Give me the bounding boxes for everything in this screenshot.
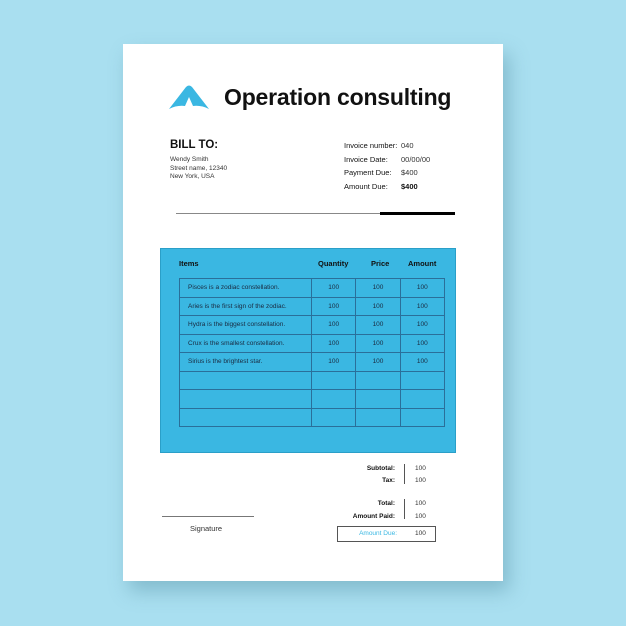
item-quantity: 100 — [312, 334, 356, 353]
company-name: Operation consulting — [224, 84, 452, 110]
amount-due-box — [337, 526, 436, 542]
item-description: Hydra is the biggest constellation. — [180, 316, 312, 335]
chevron-up-logo-icon — [169, 85, 209, 111]
item-amount: 100 — [400, 316, 444, 335]
header-items: Items — [179, 259, 199, 268]
item-description: Aries is the first sign of the zodiac. — [180, 297, 312, 316]
table-row — [180, 371, 445, 390]
items-table — [160, 248, 456, 453]
item-amount: 100 — [400, 297, 444, 316]
invoice-meta-row — [344, 168, 430, 182]
item-quantity: 100 — [312, 353, 356, 372]
table-row — [180, 334, 445, 353]
item-quantity — [312, 371, 356, 390]
bill-to-address — [170, 156, 227, 182]
total-value: 100 — [415, 500, 426, 507]
invoice-meta-row — [344, 182, 430, 196]
table-row — [180, 353, 445, 372]
invoice-meta-label: Invoice Date: — [344, 154, 388, 164]
item-amount — [400, 390, 444, 409]
table-row — [180, 390, 445, 409]
signature-line — [162, 516, 254, 517]
amount-paid-value: 100 — [415, 513, 426, 520]
client-street: Street name, 12340 — [170, 164, 228, 172]
item-description — [180, 390, 312, 409]
subtotal-value: 100 — [415, 465, 426, 472]
totals-divider — [404, 499, 405, 519]
item-quantity: 100 — [312, 279, 356, 298]
divider-accent — [380, 212, 455, 215]
invoice-meta-row — [344, 155, 430, 169]
table-row — [180, 279, 445, 298]
item-description: Sirius is the brightest star. — [180, 353, 312, 372]
table-row — [180, 316, 445, 335]
item-description: Crux is the smallest constellation. — [180, 334, 312, 353]
item-description — [180, 408, 312, 427]
item-price — [356, 390, 400, 409]
item-description — [180, 371, 312, 390]
item-price: 100 — [356, 334, 400, 353]
item-price: 100 — [356, 279, 400, 298]
invoice-meta-label: Payment Due: — [344, 168, 392, 177]
invoice-meta-value: $400 — [401, 181, 418, 191]
amount-paid-label: Amount Paid: — [352, 513, 395, 520]
item-amount: 100 — [400, 279, 444, 298]
item-price: 100 — [356, 297, 400, 316]
item-quantity: 100 — [312, 316, 356, 335]
invoice-meta-value: $400 — [401, 168, 418, 177]
signature-label: Signature — [190, 524, 223, 533]
item-amount — [400, 408, 444, 427]
invoice-page — [123, 44, 503, 581]
invoice-meta — [344, 141, 430, 195]
header-amount: Amount — [408, 259, 437, 268]
tax-label: Tax: — [382, 477, 395, 484]
invoice-meta-value: 040 — [401, 141, 414, 150]
invoice-meta-row — [344, 141, 430, 155]
table-row — [180, 408, 445, 427]
header-quantity: Quantity — [318, 259, 349, 268]
client-name: Wendy Smith — [170, 156, 209, 163]
item-quantity: 100 — [312, 297, 356, 316]
invoice-meta-label: Invoice number: — [344, 141, 398, 150]
item-amount — [400, 371, 444, 390]
header-price: Price — [371, 259, 390, 268]
item-quantity — [312, 390, 356, 409]
item-quantity — [312, 408, 356, 427]
divider-line — [176, 213, 381, 214]
items-grid — [179, 278, 445, 427]
item-amount: 100 — [400, 353, 444, 372]
item-price — [356, 408, 400, 427]
item-amount: 100 — [400, 334, 444, 353]
amount-due-label: Amount Due: — [359, 530, 397, 537]
item-description: Pisces is a zodiac constellation. — [180, 279, 312, 298]
invoice-meta-label: Amount Due: — [344, 181, 388, 191]
total-label: Total: — [377, 500, 395, 507]
subtotal-label: Subtotal: — [366, 465, 395, 472]
invoice-meta-value: 00/00/00 — [401, 154, 431, 164]
tax-value: 100 — [415, 477, 426, 484]
totals-divider — [404, 464, 405, 484]
bill-to-title: BILL TO: — [170, 139, 219, 151]
amount-due-value: 100 — [415, 530, 426, 537]
table-row — [180, 297, 445, 316]
item-price — [356, 371, 400, 390]
item-price: 100 — [356, 316, 400, 335]
item-price: 100 — [356, 353, 400, 372]
client-city: New York, USA — [170, 173, 215, 180]
